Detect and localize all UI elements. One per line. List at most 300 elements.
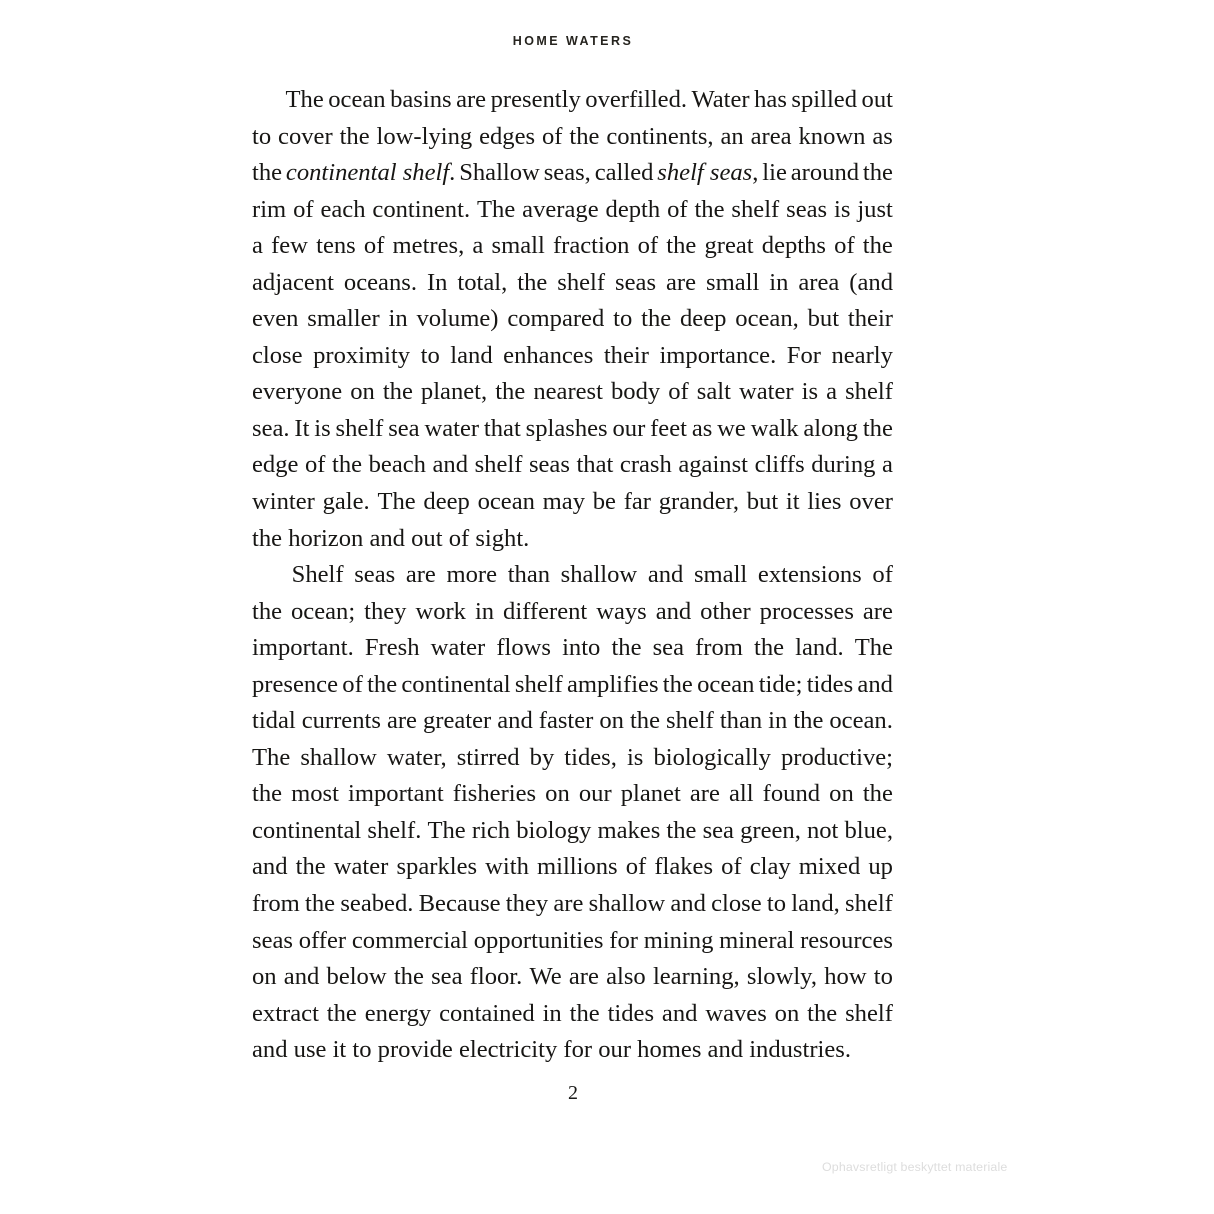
word: few bbox=[271, 232, 308, 260]
word: shallow bbox=[588, 890, 666, 918]
word: and bbox=[655, 597, 692, 625]
word: are bbox=[862, 597, 893, 625]
word: from bbox=[695, 634, 743, 662]
word: for bbox=[609, 926, 638, 954]
word: Shallow bbox=[459, 159, 540, 187]
word: learning, bbox=[652, 963, 740, 991]
word: ocean. bbox=[829, 707, 893, 735]
word: that bbox=[576, 451, 614, 479]
word: of bbox=[834, 232, 855, 260]
text-line bbox=[252, 886, 893, 923]
word: land. bbox=[795, 634, 844, 662]
word: continents, bbox=[606, 122, 714, 150]
word: a bbox=[881, 451, 893, 479]
text-line bbox=[252, 630, 893, 667]
word: of bbox=[304, 451, 326, 479]
word: as bbox=[691, 414, 713, 442]
word: basins bbox=[390, 86, 452, 113]
word: that bbox=[483, 414, 521, 442]
word: great bbox=[704, 232, 754, 260]
word: shelf bbox=[845, 378, 893, 406]
word: greater bbox=[422, 707, 492, 735]
text-line bbox=[252, 374, 893, 411]
word: the bbox=[382, 378, 413, 406]
word: to bbox=[252, 122, 272, 150]
word: be bbox=[592, 488, 616, 516]
word: it bbox=[785, 488, 800, 516]
word: Fresh bbox=[364, 634, 420, 662]
word: The bbox=[285, 86, 324, 113]
word: offer bbox=[298, 926, 347, 954]
word: during bbox=[811, 451, 876, 479]
word: crash bbox=[619, 451, 672, 479]
word: gale. bbox=[322, 488, 370, 516]
first-line-indent bbox=[252, 557, 281, 594]
word: of bbox=[668, 378, 689, 406]
word: the bbox=[367, 670, 398, 698]
word: tens bbox=[316, 232, 356, 260]
word: of bbox=[637, 232, 659, 260]
word: over bbox=[849, 488, 893, 516]
word: are bbox=[689, 780, 720, 808]
text-line bbox=[252, 155, 893, 192]
word: the bbox=[862, 159, 893, 187]
text-line: and use it to provide electricity for our homes and industries. bbox=[252, 1036, 851, 1064]
text-line bbox=[252, 265, 893, 302]
word: different bbox=[503, 597, 588, 625]
word: and bbox=[432, 451, 469, 479]
word: feet bbox=[650, 414, 687, 442]
word: below bbox=[326, 963, 387, 991]
word: is bbox=[801, 378, 819, 406]
paragraph-2 bbox=[252, 557, 893, 1069]
word: seas bbox=[252, 926, 293, 954]
word: into bbox=[562, 634, 601, 662]
word: may bbox=[542, 488, 586, 516]
word: our bbox=[612, 414, 646, 442]
text-line bbox=[252, 923, 893, 960]
word: and bbox=[252, 853, 288, 881]
word: the bbox=[569, 122, 600, 150]
word: oceans. bbox=[343, 268, 417, 296]
word: close bbox=[252, 341, 303, 369]
word: in bbox=[769, 268, 789, 296]
word: the bbox=[326, 999, 357, 1027]
word: commercial bbox=[351, 926, 468, 954]
word: the bbox=[694, 195, 725, 223]
word: than bbox=[507, 561, 551, 589]
word: shallow bbox=[300, 743, 377, 771]
word: are bbox=[386, 707, 417, 735]
word: seas bbox=[786, 195, 828, 223]
word: small bbox=[706, 268, 760, 296]
word: faster bbox=[538, 707, 594, 735]
word: seas bbox=[528, 451, 570, 479]
word: overfilled. bbox=[585, 86, 688, 113]
word: Water bbox=[691, 86, 750, 113]
word: we bbox=[717, 414, 746, 442]
word: out bbox=[861, 86, 893, 113]
word: far bbox=[623, 488, 651, 516]
text-line bbox=[252, 192, 893, 229]
word: water bbox=[333, 853, 389, 881]
word: depth bbox=[605, 195, 661, 223]
word: also bbox=[606, 963, 646, 991]
word: shelf bbox=[514, 670, 563, 698]
word: depths bbox=[761, 232, 826, 260]
copyright-watermark: Ophavsretligt beskyttet materiale bbox=[822, 1160, 1008, 1174]
word: walk bbox=[750, 414, 799, 442]
word: The bbox=[427, 816, 466, 844]
text-line bbox=[252, 447, 893, 484]
word: continental bbox=[252, 816, 362, 844]
word: tides bbox=[806, 670, 854, 698]
word: an bbox=[720, 122, 744, 150]
word: beach bbox=[368, 451, 426, 479]
word: tides bbox=[607, 999, 655, 1027]
word: the bbox=[252, 159, 283, 187]
word: seas bbox=[354, 561, 396, 589]
word: all bbox=[729, 780, 754, 808]
word: the bbox=[641, 305, 672, 333]
word: area bbox=[750, 122, 792, 150]
word: The bbox=[252, 743, 291, 771]
word: salt bbox=[696, 378, 731, 406]
word: shelf bbox=[335, 414, 384, 442]
word: rich bbox=[471, 816, 511, 844]
word: The bbox=[854, 634, 893, 662]
word: on bbox=[774, 999, 800, 1027]
word: The bbox=[477, 195, 516, 223]
text-line bbox=[252, 557, 893, 594]
word: ocean bbox=[477, 488, 535, 516]
word: deep bbox=[680, 305, 727, 333]
word: The bbox=[377, 488, 416, 516]
word: and bbox=[647, 561, 684, 589]
word: proximity bbox=[313, 341, 411, 369]
word: by bbox=[529, 743, 555, 771]
word: body bbox=[611, 378, 661, 406]
word: and bbox=[283, 963, 320, 991]
word: important. bbox=[252, 634, 354, 662]
word: mining bbox=[643, 926, 714, 954]
word: are bbox=[568, 963, 599, 991]
word: winter bbox=[252, 488, 315, 516]
word: not bbox=[806, 816, 839, 844]
paragraph-1 bbox=[252, 82, 893, 557]
word: is bbox=[314, 414, 331, 442]
word: the bbox=[295, 853, 326, 881]
word: and bbox=[497, 707, 533, 735]
word: sea. bbox=[252, 414, 290, 442]
word: water bbox=[424, 414, 480, 442]
word: called bbox=[594, 159, 654, 187]
word: than bbox=[719, 707, 763, 735]
word: the bbox=[393, 963, 424, 991]
text-line bbox=[252, 849, 893, 886]
text-line bbox=[252, 703, 893, 740]
word: of bbox=[872, 561, 893, 589]
word: biologically bbox=[653, 743, 771, 771]
word: with bbox=[485, 853, 529, 881]
word: sea bbox=[702, 816, 734, 844]
page-number: 2 bbox=[568, 1082, 578, 1104]
word: shelf seas, bbox=[657, 159, 759, 187]
word: found bbox=[762, 780, 821, 808]
word: shelf. bbox=[367, 816, 422, 844]
text-line bbox=[252, 82, 893, 119]
word: contained bbox=[439, 999, 535, 1027]
word: the bbox=[339, 122, 370, 150]
word: up bbox=[868, 853, 893, 881]
word: grander, bbox=[658, 488, 740, 516]
word: even bbox=[252, 305, 299, 333]
word: our bbox=[578, 780, 612, 808]
word: the bbox=[862, 414, 893, 442]
word: shelf bbox=[557, 268, 606, 296]
word: metres, bbox=[392, 232, 465, 260]
word: makes bbox=[597, 816, 661, 844]
word: shallow bbox=[560, 561, 638, 589]
word: from bbox=[252, 890, 300, 918]
word: everyone bbox=[252, 378, 343, 406]
word: In bbox=[426, 268, 448, 296]
word: on bbox=[252, 963, 277, 991]
word: they bbox=[364, 597, 407, 625]
word: enhances bbox=[503, 341, 594, 369]
word: water bbox=[738, 378, 794, 406]
word: but bbox=[807, 305, 840, 333]
word: the bbox=[807, 999, 838, 1027]
word: splashes bbox=[525, 414, 608, 442]
word: cover bbox=[278, 122, 333, 150]
word: edge bbox=[252, 451, 299, 479]
text-line bbox=[252, 301, 893, 338]
word: lies bbox=[807, 488, 842, 516]
text-line bbox=[252, 813, 893, 850]
word: floor. bbox=[469, 963, 523, 991]
word: but bbox=[746, 488, 779, 516]
word: lie bbox=[762, 159, 787, 187]
word: planet, bbox=[420, 378, 488, 406]
word: shelf bbox=[666, 707, 714, 735]
word: has bbox=[754, 86, 787, 113]
word: processes bbox=[759, 597, 854, 625]
word: Shelf bbox=[291, 561, 344, 589]
word: water bbox=[430, 634, 486, 662]
text-line bbox=[252, 594, 893, 631]
word: nearly bbox=[831, 341, 893, 369]
word: of bbox=[625, 853, 647, 881]
word: ocean, bbox=[735, 305, 799, 333]
word: the bbox=[862, 780, 893, 808]
word: land bbox=[450, 341, 493, 369]
word: in bbox=[542, 999, 562, 1027]
word: resources bbox=[800, 926, 893, 954]
word: smaller bbox=[307, 305, 380, 333]
word: currents bbox=[301, 707, 381, 735]
word: fisheries bbox=[452, 780, 537, 808]
word: sea bbox=[431, 963, 463, 991]
word: in bbox=[768, 707, 788, 735]
word: seabed. bbox=[340, 890, 414, 918]
text-line bbox=[252, 411, 893, 448]
word: extract bbox=[252, 999, 319, 1027]
word: of bbox=[342, 670, 363, 698]
word: mixed bbox=[798, 853, 861, 881]
word: to bbox=[613, 305, 633, 333]
text-line: the horizon and out of sight. bbox=[252, 524, 530, 552]
word: to bbox=[420, 341, 440, 369]
word: planet bbox=[620, 780, 681, 808]
word: are bbox=[666, 268, 697, 296]
word: deep bbox=[423, 488, 470, 516]
word: continental bbox=[401, 670, 511, 698]
word: clay bbox=[749, 853, 791, 881]
word: the bbox=[305, 890, 336, 918]
word: in bbox=[474, 597, 495, 625]
word: on bbox=[350, 378, 375, 406]
word: the bbox=[611, 634, 642, 662]
word: around bbox=[790, 159, 860, 187]
word: of bbox=[541, 122, 563, 150]
word: most bbox=[291, 780, 339, 808]
text-line bbox=[252, 996, 893, 1033]
word: opportunities bbox=[473, 926, 604, 954]
word: sea bbox=[388, 414, 420, 442]
word: blue, bbox=[844, 816, 893, 844]
word: is bbox=[626, 743, 644, 771]
word: tidal bbox=[252, 707, 296, 735]
word: the bbox=[252, 780, 283, 808]
word: other bbox=[700, 597, 751, 625]
word: flakes bbox=[654, 853, 714, 881]
word: green, bbox=[740, 816, 801, 844]
word: slowly, bbox=[746, 963, 818, 991]
word: small bbox=[491, 232, 545, 260]
word: on bbox=[599, 707, 624, 735]
word: adjacent bbox=[252, 268, 334, 296]
word: are bbox=[405, 561, 436, 589]
word: land, bbox=[791, 890, 840, 918]
word: flows bbox=[496, 634, 551, 662]
word: they bbox=[505, 890, 549, 918]
word: total, bbox=[457, 268, 508, 296]
body-text bbox=[252, 82, 893, 1069]
word: seas bbox=[615, 268, 657, 296]
word: shelf bbox=[845, 890, 893, 918]
word: is bbox=[834, 195, 851, 223]
word: biology bbox=[516, 816, 592, 844]
word: as bbox=[872, 122, 893, 150]
word: the bbox=[332, 451, 363, 479]
word: of bbox=[363, 232, 385, 260]
word: ocean; bbox=[291, 597, 356, 625]
word: volume) bbox=[416, 305, 499, 333]
word: a bbox=[472, 232, 484, 260]
word: stirred bbox=[456, 743, 520, 771]
text-line bbox=[252, 776, 893, 813]
text-line bbox=[252, 484, 893, 521]
word: their bbox=[603, 341, 649, 369]
word: the bbox=[666, 232, 697, 260]
word: important bbox=[348, 780, 444, 808]
word: shelf bbox=[474, 451, 523, 479]
word: the bbox=[862, 232, 893, 260]
text-line bbox=[252, 667, 893, 704]
word: presence bbox=[252, 670, 339, 698]
word: mineral bbox=[719, 926, 795, 954]
text-line bbox=[252, 740, 893, 777]
text-line bbox=[252, 119, 893, 156]
word: Because bbox=[418, 890, 501, 918]
word: area bbox=[798, 268, 840, 296]
word: and bbox=[857, 670, 893, 698]
word: tide; bbox=[758, 670, 803, 698]
word: water, bbox=[386, 743, 447, 771]
word: ocean bbox=[697, 670, 755, 698]
word: continental shelf. bbox=[285, 159, 456, 187]
word: of bbox=[293, 195, 314, 223]
word: known bbox=[798, 122, 866, 150]
word: to bbox=[766, 890, 787, 918]
word: tides, bbox=[564, 743, 617, 771]
word: shelf bbox=[845, 999, 893, 1027]
word: on bbox=[545, 780, 570, 808]
running-head: HOME WATERS bbox=[512, 34, 634, 48]
word: ocean bbox=[328, 86, 386, 113]
word: low-lying bbox=[376, 122, 473, 150]
word: and bbox=[670, 890, 706, 918]
word: the bbox=[662, 670, 693, 698]
word: seas, bbox=[543, 159, 591, 187]
word: the bbox=[569, 999, 600, 1027]
word: average bbox=[522, 195, 599, 223]
word: of bbox=[667, 195, 688, 223]
word: sparkles bbox=[396, 853, 478, 881]
word: millions bbox=[536, 853, 618, 881]
word: their bbox=[847, 305, 893, 333]
word: each bbox=[320, 195, 366, 223]
word: spilled bbox=[791, 86, 858, 113]
word: fraction bbox=[552, 232, 630, 260]
word: extensions bbox=[757, 561, 862, 589]
word: energy bbox=[364, 999, 432, 1027]
word: ways bbox=[596, 597, 647, 625]
word: presently bbox=[490, 86, 581, 113]
word: the bbox=[793, 707, 824, 735]
word: the bbox=[754, 634, 785, 662]
word: the bbox=[495, 378, 526, 406]
word: rim bbox=[252, 195, 287, 223]
word: close bbox=[711, 890, 762, 918]
word: For bbox=[786, 341, 821, 369]
word: how bbox=[824, 963, 867, 991]
word: just bbox=[857, 195, 893, 223]
word: and bbox=[661, 999, 698, 1027]
word: compared bbox=[507, 305, 605, 333]
word: sea bbox=[652, 634, 684, 662]
word: cliffs bbox=[754, 451, 805, 479]
word: along bbox=[803, 414, 858, 442]
word: productive; bbox=[780, 743, 893, 771]
text-line bbox=[252, 338, 893, 375]
word: against bbox=[678, 451, 749, 479]
word: amplifies bbox=[567, 670, 659, 698]
word: shelf bbox=[731, 195, 780, 223]
text-line bbox=[252, 228, 893, 265]
text-line bbox=[252, 959, 893, 996]
